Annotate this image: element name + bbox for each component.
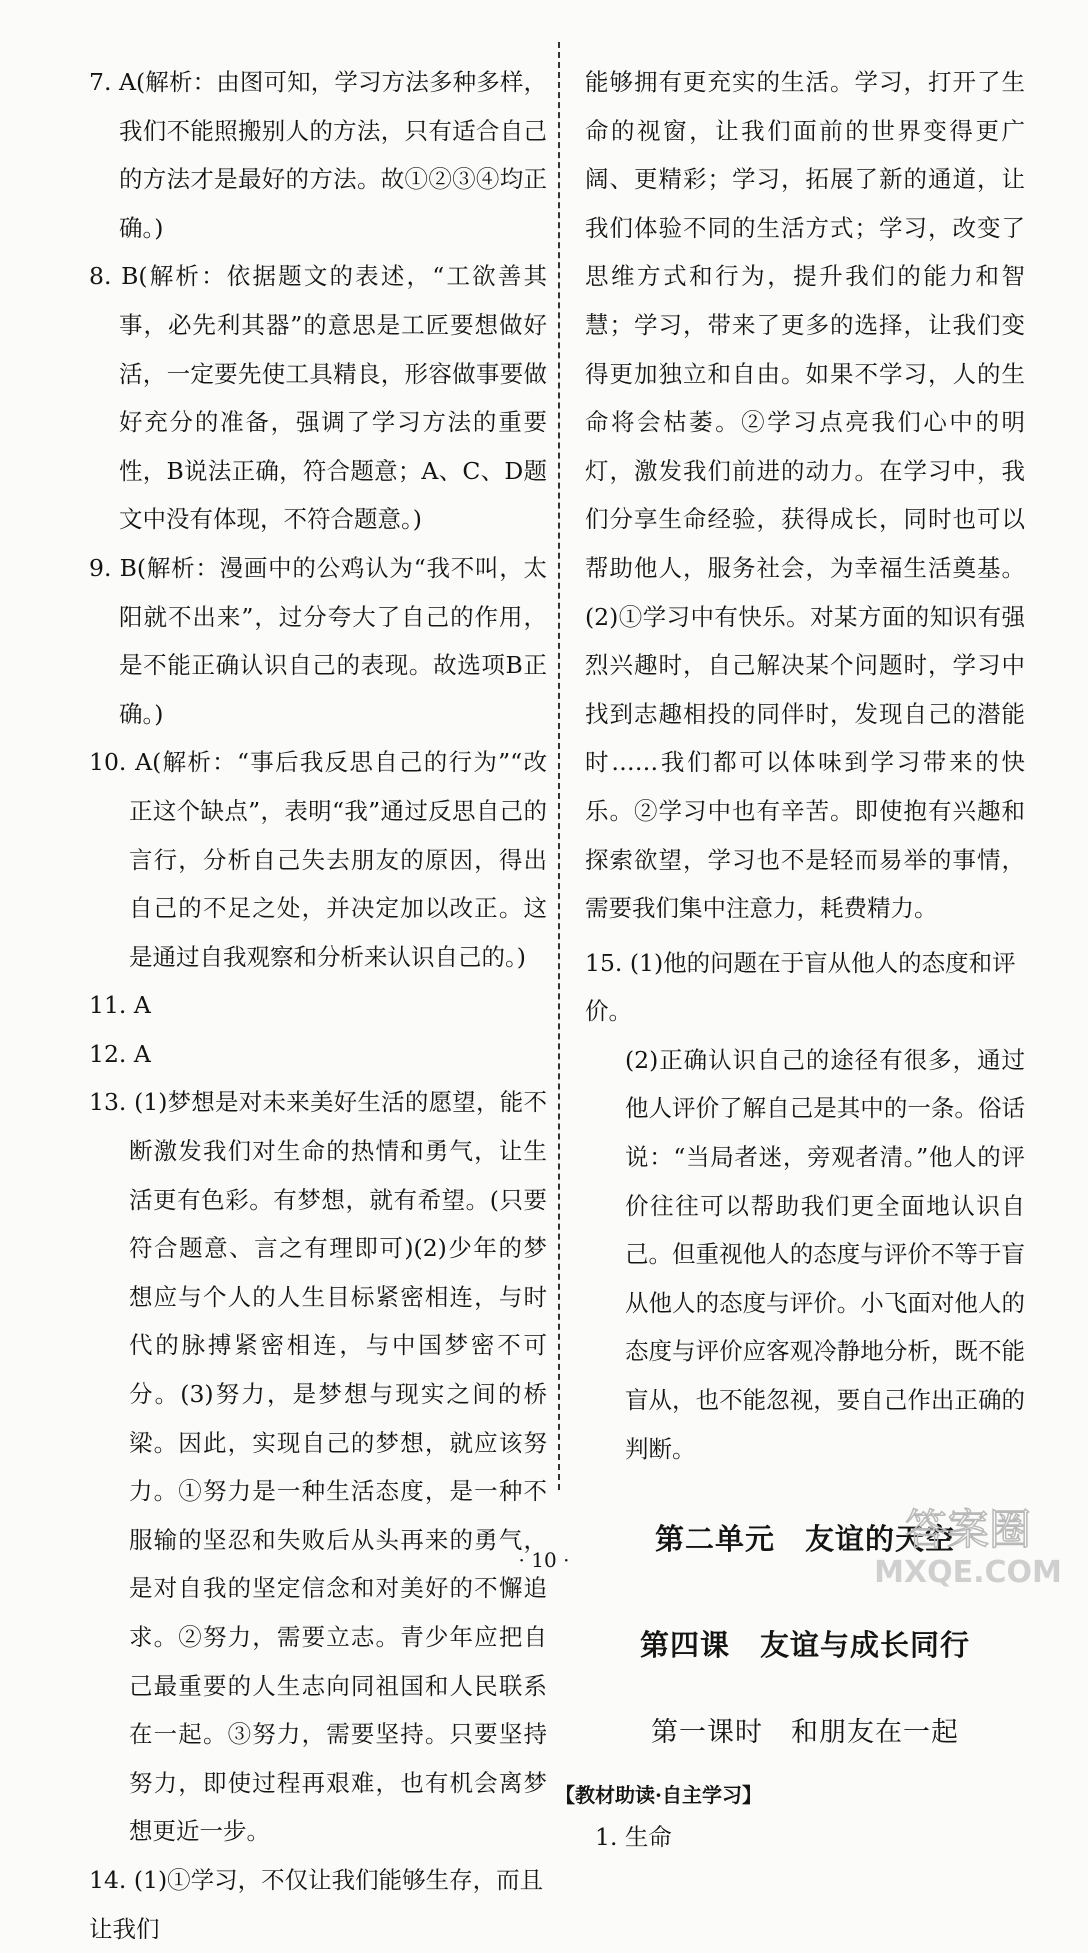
watermark-cn: 答案圈: [904, 1505, 1032, 1554]
unit-title: 第二单元 友谊的天空: [654, 1522, 955, 1557]
answer-7: 7. A(解析：由图可知，学习方法多种多样，我们不能照搬别人的方法，只有适合自己的方法才是最好的方法。故①②③④均正确。): [89, 68, 547, 242]
section-label: 【教材助读·自主学习】: [555, 1783, 762, 1808]
answer-12: 12. A: [89, 1039, 151, 1068]
answer-11: 11. A: [89, 991, 151, 1020]
first-answer: 1. 生命: [595, 1823, 672, 1852]
lesson-title: 第四课 友谊与成长同行: [639, 1628, 970, 1663]
answer-10: 10. A(解析：“事后我反思自己的行为”“改正这个缺点”，表明“我”通过反思自己的言行，分析自己失去朋友的原因，得出自己的不足之处，并决定加以改正。这是通过自我观察和分析来认识自己的。): [89, 748, 547, 971]
answer-8: 8. B(解析：依据题文的表述，“工欲善其事，必先利其器”的意思是工匠要想做好活，一定要先使工具精良，形容做事要做好充分的准备，强调了学习方法的重要性，B说法正确，符合题意；A、C、D题文中没有体现，不符合题意。): [89, 262, 547, 534]
answer-14-start: 14. (1)①学习，不仅让我们能够生存，而且让我们: [89, 1865, 544, 1943]
page-number: · 10 ·: [518, 1548, 570, 1572]
answer-9: 9. B(解析：漫画中的公鸡认为“我不叫，太阳就不出来”，过分夸大了自己的作用，是不能正确认识自己的表现。故选项B正确。): [89, 553, 547, 728]
answer-15-part2: (2)正确认识自己的途径有很多，通过他人评价了解自己是其中的一条。俗话说：“当局者迷，旁观者清。”他人的评价往往可以帮助我们更全面地认识自己。但重视他人的态度与评价不等于盲从他人的态度与评价。小飞面对他人的态度与评价应客观冷静地分析，既不能盲从，也不能忽视，要自己作出正确的判断。: [625, 1045, 1025, 1463]
column-divider: [558, 42, 560, 1490]
watermark-logo: [868, 1492, 1068, 1592]
answer-15-part1: 15. (1)他的问题在于盲从他人的态度和评价。: [585, 948, 1016, 1026]
answer-14-continued: 能够拥有更充实的生活。学习，打开了生命的视窗，让我们面前的世界变得更广阔、更精彩；学习，拓展了新的通道，让我们体验不同的生活方式；学习，改变了思维方式和行为，提升我们的能力和智慧；学习，带来了更多的选择，让我们变得更加独立和自由。如果不学习，人的生命将会枯萎。②学习点亮我们心中的明灯，激发我们前进的动力。在学习中，我们分享生命经验，获得成长，同时也可以帮助他人，服务社会，为幸福生活奠基。(2)①学习中有快乐。对某方面的知识有强烈兴趣时，自己解决某个问题时，学习中找到志趣相投的同伴时，发现自己的潜能时……我们都可以体味到学习带来的快乐。②学习中也有辛苦。即使抱有兴趣和探索欲望，学习也不是轻而易举的事情，需要我们集中注意力，耗费精力。: [585, 68, 1025, 923]
watermark-en: MXQE.COM: [874, 1555, 1062, 1590]
period-title: 第一课时 和朋友在一起: [651, 1717, 959, 1749]
left-column: [89, 58, 547, 1953]
answer-13: 13. (1)梦想是对未来美好生活的愿望，能不断激发我们对生命的热情和勇气，让生活更有色彩。有梦想，就有希望。(只要符合题意、言之有理即可)(2)少年的梦想应与个人的人生目标紧密相连，与时代的脉搏紧密相连，与中国梦密不可分。(3)努力，是梦想与现实之间的桥梁。因此，实现自己的梦想，就应该努力。①努力是一种生活态度，是一种不服输的坚忍和失败后从头再来的勇气，是对自我的坚定信念和对美好的不懈追求。②努力，需要立志。青少年应把自己最重要的人生志向同祖国和人民联系在一起。③努力，需要坚持。只要坚持努力，即使过程再艰难，也有机会离梦想更近一步。: [89, 1088, 547, 1846]
